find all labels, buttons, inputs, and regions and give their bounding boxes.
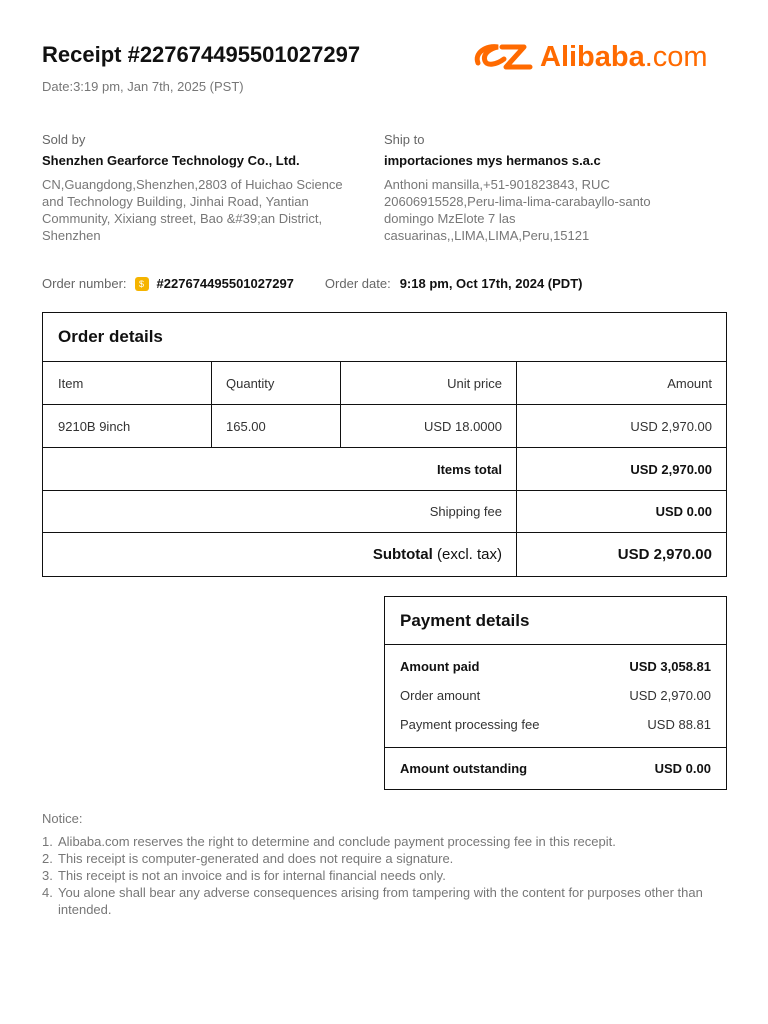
shipping-value: USD 0.00 [655, 504, 712, 519]
order-details-heading: Order details [58, 327, 163, 346]
list-item: 2. This receipt is computer-generated and does not require a signature. [42, 851, 454, 866]
shipping-label: Shipping fee [429, 504, 502, 519]
amount-outstanding-value: USD 0.00 [654, 761, 711, 776]
seller-address: CN,Guangdong,Shenzhen,2803 of Huichao Science and Technology Building, Jinhai Road, Yantian Community, Xixiang street, Bao &#39;an District, Shenzhen [42, 177, 343, 243]
amount-paid-row [400, 659, 711, 674]
seller-name: Shenzhen Gearforce Technology Co., Ltd. [42, 153, 300, 168]
receipt-date: Date:3:19 pm, Jan 7th, 2025 (PST) [42, 79, 244, 94]
receipt-title: Receipt #227674495501027297 [42, 42, 361, 67]
item-unit-price: USD 18.0000 [423, 418, 502, 434]
payment-details-heading: Payment details [400, 611, 530, 630]
subtotal-value: USD 2,970.00 [617, 546, 712, 563]
subtotal-label-group [43, 533, 502, 576]
order-amount-row [400, 688, 711, 703]
order-date-label: Order date: [324, 276, 391, 291]
items-total-value: USD 2,970.00 [630, 461, 712, 477]
list-item: 4. You alone shall bear any adverse consequences arising from tampering with the content for purposes other than intended. [42, 885, 703, 917]
list-item: 3. This receipt is not an invoice and is for internal financial needs only. [42, 868, 446, 883]
order-amount-label: Order amount [400, 688, 481, 703]
items-total-label: Items total [436, 461, 502, 477]
item-quantity: 165.00 [226, 418, 266, 434]
processing-fee-label: Payment processing fee [400, 717, 540, 732]
amount-paid-label: Amount paid [400, 659, 480, 674]
item-name: 9210B 9inch [58, 418, 131, 434]
amount-outstanding-row [400, 761, 711, 776]
sold-by-label: Sold by [42, 132, 86, 147]
order-info [42, 276, 582, 291]
list-item: 1. Alibaba.com reserves the right to determine and conclude payment processing fee in this recepit. [42, 834, 616, 849]
subtotal-note: (excl. tax) [436, 546, 502, 563]
items-total-row [43, 447, 726, 490]
table-header-row [43, 361, 726, 404]
order-number-label: Order number: [42, 276, 127, 291]
order-details-table [42, 312, 727, 577]
recipient-address: Anthoni mansilla,+51-901823843, RUC 20606915528,Peru-lima-lima-carabayllo-santo domingo MzElote 7 las casuarinas,,LIMA,LIMA,Peru,15121 [384, 177, 651, 243]
ship-to-label: Ship to [384, 132, 425, 147]
subtotal-row [43, 532, 726, 576]
payment-divider [385, 747, 726, 748]
col-unit-price: Unit price [447, 375, 502, 391]
col-item: Item [58, 375, 84, 391]
subtotal-label: Subtotal [372, 546, 433, 563]
payment-details-box [384, 596, 727, 790]
alibaba-logo [472, 38, 732, 76]
alibaba-swoosh-icon [472, 39, 534, 75]
order-date: 9:18 pm, Oct 17th, 2024 (PDT) [399, 276, 583, 291]
table-row [43, 404, 726, 447]
amount-paid-value: USD 3,058.81 [629, 659, 711, 674]
notice-label: Notice: [42, 811, 83, 826]
processing-fee-row [400, 717, 711, 732]
payment-divider [385, 644, 726, 645]
recipient-name: importaciones mys hermanos s.a.c [384, 153, 601, 168]
processing-fee-value: USD 88.81 [647, 717, 711, 732]
col-quantity: Quantity [226, 375, 275, 391]
order-number: #227674495501027297 [156, 276, 294, 291]
col-amount: Amount [667, 375, 712, 391]
alibaba-wordmark: Alibaba.com [540, 40, 708, 73]
item-amount: USD 2,970.00 [630, 418, 712, 434]
shipping-row [43, 490, 726, 532]
amount-outstanding-label: Amount outstanding [400, 761, 528, 776]
order-amount-value: USD 2,970.00 [629, 688, 711, 703]
coin-badge-icon: $ [135, 277, 149, 291]
notice-list [42, 833, 722, 918]
